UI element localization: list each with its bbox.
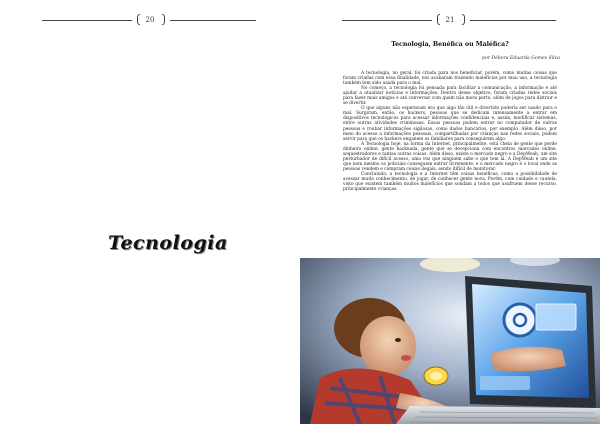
header-rule-right (170, 20, 256, 21)
article-author: por Débora Eduarda Gomes Silva (482, 56, 560, 61)
screen-window (536, 304, 576, 330)
chapter-title: Tecnologia (108, 232, 228, 254)
child-face (360, 316, 416, 376)
article-body (343, 71, 557, 192)
at-symbol-icon (504, 304, 536, 336)
screen-window (480, 376, 530, 390)
page-number: 20 (145, 16, 155, 24)
header-rule-right (470, 20, 556, 21)
child-eye (395, 338, 401, 342)
article-paragraph: No começo, a tecnologia foi pensada para facilitar a comunicação, a informação e até ajudar a atualizar notícias e informações. Dentro desse objetivo, foram criadas redes sociais para fazer mais amigos e até conversar com quem não mora perto, além de jogos para distrair e se divertir. (343, 86, 557, 107)
page-number-bracket-right (162, 14, 165, 25)
article-paragraph: A tecnologia, no geral, foi criada para nos beneficiar, porém, como muitas coisas que foram criadas com essa finalidade, nós acabaram trazendo malefícios por mau uso, a tecnologia também tem sido usada para o mal. (343, 71, 557, 87)
keyboard (396, 406, 600, 424)
header-rule-left (342, 20, 432, 21)
article-title: Tecnologia, Benéfica ou Maléfica? (391, 41, 509, 48)
article-paragraph: O que alguns não esperavam era que algo tão útil e divertido poderia ser usado para o mal. Surgiram, então, os hackers, pessoas que se dedicam intensamente a entrar em dispositivos tecnológicos para acessar informações confidenciais e, assim, modificar sistemas, entre outras atividades criminosas. Essas pessoas podem entrar no computador de outras pessoas e roubar informações sigilosas, como dados bancários, por exemplo. Além disso, por meio do acesso a informações pessoais, compartilhadas por crianças nas redes sociais, podem servir para que os hackers enganem os familiares para conseguirem algo. (343, 106, 557, 142)
article-photo (300, 258, 600, 424)
yellow-speaker-center (430, 372, 442, 380)
article-paragraph: Concluindo, a tecnologia e a Internet têm coisas benéficas, como a possibilidade de acessar muito conhecimento, de jogar, de conhecer gente nova. Porém, com cuidado e cautela, visto que existem também muitos malefícios que sondam a todos que usufruem desse recurso, principalmente crianças. (343, 171, 557, 193)
page-number-bracket-right (462, 14, 465, 25)
child-mouth (401, 355, 411, 361)
child-at-computer-illustration (300, 258, 600, 424)
article-paragraph: A Tecnologia hoje, na forma da Internet, principalmente, está cheia de gente que perde dinheiro online, gente hackeada, gente que se decepciona com encontros marcados online, sequestradores e tantas outras coisas. Além disso, existe o mercado negro e a DepWeab, um site perturbador de difícil acesso, uma vez que ninguém sabe o que tem lá. A DepWeab é um site que nem mesmo os policiais conseguem entrar livremente, e o mercado negro é o local onde as pessoas vendem e compram coisas ilegais, sendo difícil de monitorar. (343, 141, 557, 172)
page-number: 21 (445, 16, 455, 24)
right-page (300, 0, 600, 424)
header-rule-left (42, 20, 132, 21)
